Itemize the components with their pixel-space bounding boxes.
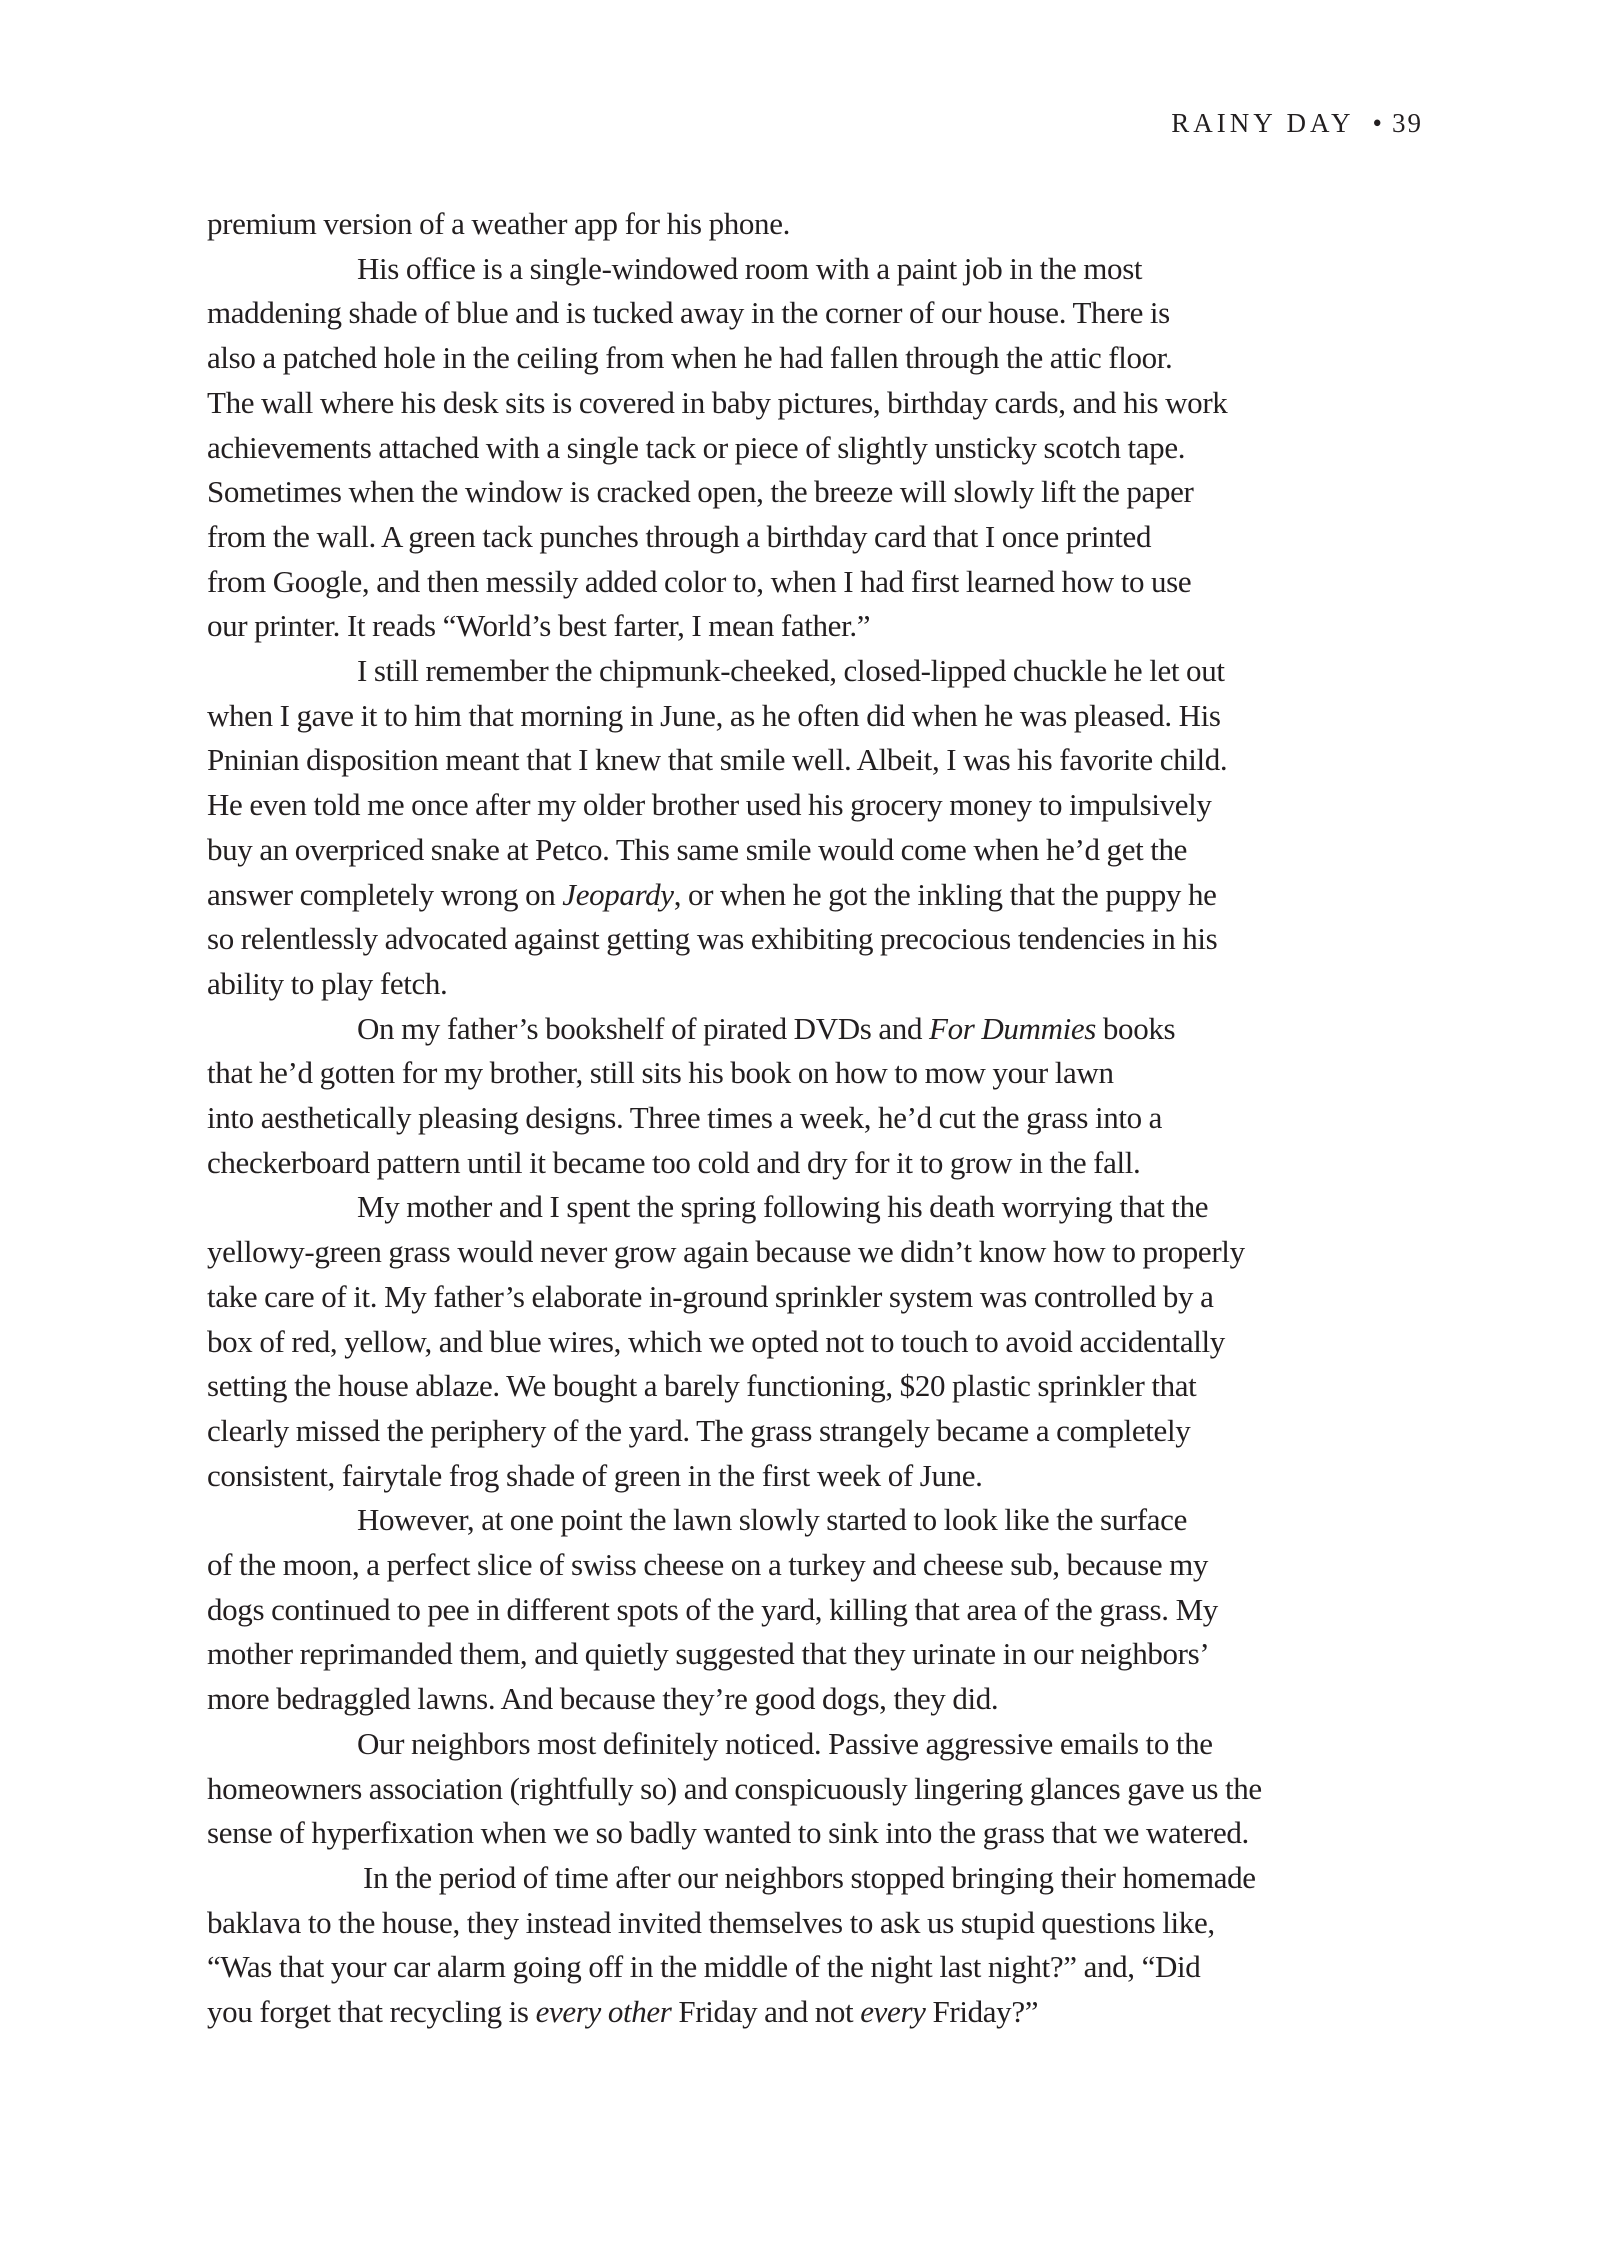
- text-run: mother reprimanded them, and quietly suggested that they urinate in our neighbors’: [207, 1636, 1210, 1672]
- text-line: [357, 653, 1225, 689]
- text-run: However, at one point the lawn slowly started to look like the surface: [357, 1502, 1187, 1538]
- text-line: [207, 608, 870, 644]
- text-run: from the wall. A green tack punches through a birthday card that I once printed: [207, 518, 1152, 554]
- text-run: buy an overpriced snake at Petco. This same smile would come when he’d get the: [207, 831, 1188, 867]
- text-line: [207, 698, 1221, 734]
- text-run: premium version of a weather app for his phone.: [207, 206, 791, 241]
- italic-text: For Dummies: [929, 1010, 1096, 1046]
- text-line: [207, 474, 1194, 510]
- text-run: checkerboard pattern until it became too cold and dry for it to grow in the fall.: [207, 1144, 1141, 1180]
- text-line: [207, 564, 1191, 600]
- text-line: [207, 206, 790, 242]
- text-line: [207, 1458, 983, 1494]
- running-head: [1171, 108, 1423, 139]
- text-run: sense of hyperfixation when we so badly wanted to sink into the grass that we watered.: [207, 1815, 1249, 1851]
- text-line: [207, 1771, 1262, 1807]
- italic-text: every other: [535, 1994, 672, 2029]
- text-line: [357, 1189, 1208, 1225]
- text-run: I still remember the chipmunk-cheeked, closed-lipped chuckle he let out: [357, 653, 1225, 688]
- text-line: [207, 1413, 1190, 1449]
- text-line: [207, 519, 1151, 555]
- text-line: [207, 1055, 1114, 1091]
- text-run: dogs continued to pee in different spots of the yard, killing that area of the grass. My: [207, 1591, 1218, 1627]
- text-line: [357, 1726, 1213, 1762]
- text-run: Sometimes when the window is cracked open, the breeze will slowly lift the paper: [207, 474, 1194, 510]
- text-line: [207, 430, 1185, 466]
- page-number: 39: [1392, 108, 1423, 138]
- text-run: consistent, fairytale frog shade of green in the first week of June.: [207, 1457, 983, 1493]
- text-line: [207, 742, 1227, 778]
- text-run: The wall where his desk sits is covered in baby pictures, birthday cards, and his work: [207, 384, 1228, 420]
- text-line: [363, 1860, 1256, 1896]
- text-line: [207, 1681, 998, 1717]
- text-run: My mother and I spent the spring following his death worrying that the: [357, 1189, 1209, 1225]
- text-line: [207, 1905, 1215, 1941]
- text-run: into aesthetically pleasing designs. Three times a week, he’d cut the grass into a: [207, 1100, 1163, 1135]
- text-run: so relentlessly advocated against getting was exhibiting precocious tendencies in his: [207, 921, 1218, 957]
- text-line: [357, 251, 1142, 287]
- text-line: [207, 1636, 1209, 1672]
- text-run: Friday and not: [671, 1994, 861, 2029]
- text-line: [357, 1502, 1187, 1538]
- text-line: [207, 1949, 1200, 1985]
- text-line: [207, 295, 1170, 331]
- text-line: [207, 1279, 1214, 1315]
- text-run: our printer. It reads “World’s best farter, I mean father.”: [207, 608, 871, 644]
- text-line: [207, 385, 1227, 421]
- text-run: clearly missed the periphery of the yard. The grass strangely became a completely: [207, 1412, 1191, 1448]
- text-run: yellowy-green grass would never grow again because we didn’t know how to properly: [207, 1234, 1245, 1270]
- text-run: more bedraggled lawns. And because they’re good dogs, they did.: [207, 1681, 999, 1717]
- text-run: Friday?”: [925, 1994, 1039, 2029]
- text-line: [207, 1145, 1140, 1181]
- text-line: [207, 787, 1212, 823]
- text-run: baklava to the house, they instead invited themselves to ask us stupid questions like,: [207, 1904, 1215, 1940]
- bullet-separator: •: [1372, 108, 1382, 138]
- text-run: , or when he got the inkling that the puppy he: [673, 876, 1217, 912]
- text-run: that he’d gotten for my brother, still sits his book on how to mow your lawn: [207, 1055, 1114, 1091]
- text-run: He even told me once after my older brother used his grocery money to impulsively: [207, 787, 1212, 823]
- text-run: from Google, and then messily added color to, when I had first learned how to use: [207, 563, 1192, 599]
- text-line: [207, 1100, 1162, 1136]
- text-run: achievements attached with a single tack or piece of slightly unsticky scotch tape.: [207, 429, 1186, 465]
- text-line: [207, 832, 1187, 868]
- text-run: setting the house ablaze. We bought a barely functioning, $20 plastic sprinkler that: [207, 1368, 1197, 1404]
- text-run: ability to play fetch.: [207, 965, 448, 1001]
- text-run: His office is a single-windowed room with a paint job in the most: [357, 250, 1143, 286]
- text-line: [207, 1368, 1196, 1404]
- text-line: [207, 1547, 1208, 1583]
- text-line: [207, 1994, 1038, 2030]
- text-line: [207, 966, 447, 1002]
- text-run: Pninian disposition meant that I knew that smile well. Albeit, I was his favorite child.: [207, 742, 1228, 778]
- text-run: answer completely wrong on: [207, 876, 563, 912]
- text-run: On my father’s bookshelf of pirated DVDs and: [357, 1010, 929, 1046]
- text-run: of the moon, a perfect slice of swiss cheese on a turkey and cheese sub, because my: [207, 1547, 1209, 1582]
- text-run: when I gave it to him that morning in June, as he often did when he was pleased. His: [207, 697, 1221, 733]
- chapter-title: RAINY DAY: [1171, 108, 1355, 138]
- text-run: homeowners association (rightfully so) and conspicuously lingering glances gave us the: [207, 1770, 1262, 1806]
- text-line: [207, 1815, 1249, 1851]
- text-run: maddening shade of blue and is tucked away in the corner of our house. There is: [207, 295, 1170, 331]
- text-line: [357, 1011, 1175, 1047]
- text-run: books: [1096, 1010, 1176, 1046]
- text-line: [207, 1234, 1245, 1270]
- text-run: In the period of time after our neighbors stopped bringing their homemade: [363, 1859, 1256, 1895]
- text-line: [207, 877, 1217, 913]
- text-line: [207, 340, 1172, 376]
- italic-text: every: [860, 1994, 926, 2029]
- text-run: take care of it. My father’s elaborate in-ground sprinkler system was controlled by a: [207, 1278, 1214, 1314]
- text-line: [207, 921, 1217, 957]
- text-line: [207, 1592, 1218, 1628]
- text-run: box of red, yellow, and blue wires, which we opted not to touch to avoid accidentally: [207, 1323, 1225, 1359]
- text-run: also a patched hole in the ceiling from when he had fallen through the attic floor.: [207, 340, 1173, 376]
- text-run: “Was that your car alarm going off in the middle of the night last night?” and, “Did: [207, 1949, 1201, 1985]
- text-run: Our neighbors most definitely noticed. Passive aggressive emails to the: [357, 1725, 1213, 1761]
- italic-text: Jeopardy: [562, 876, 674, 912]
- text-run: you forget that recycling is: [207, 1994, 536, 2029]
- text-line: [207, 1324, 1225, 1360]
